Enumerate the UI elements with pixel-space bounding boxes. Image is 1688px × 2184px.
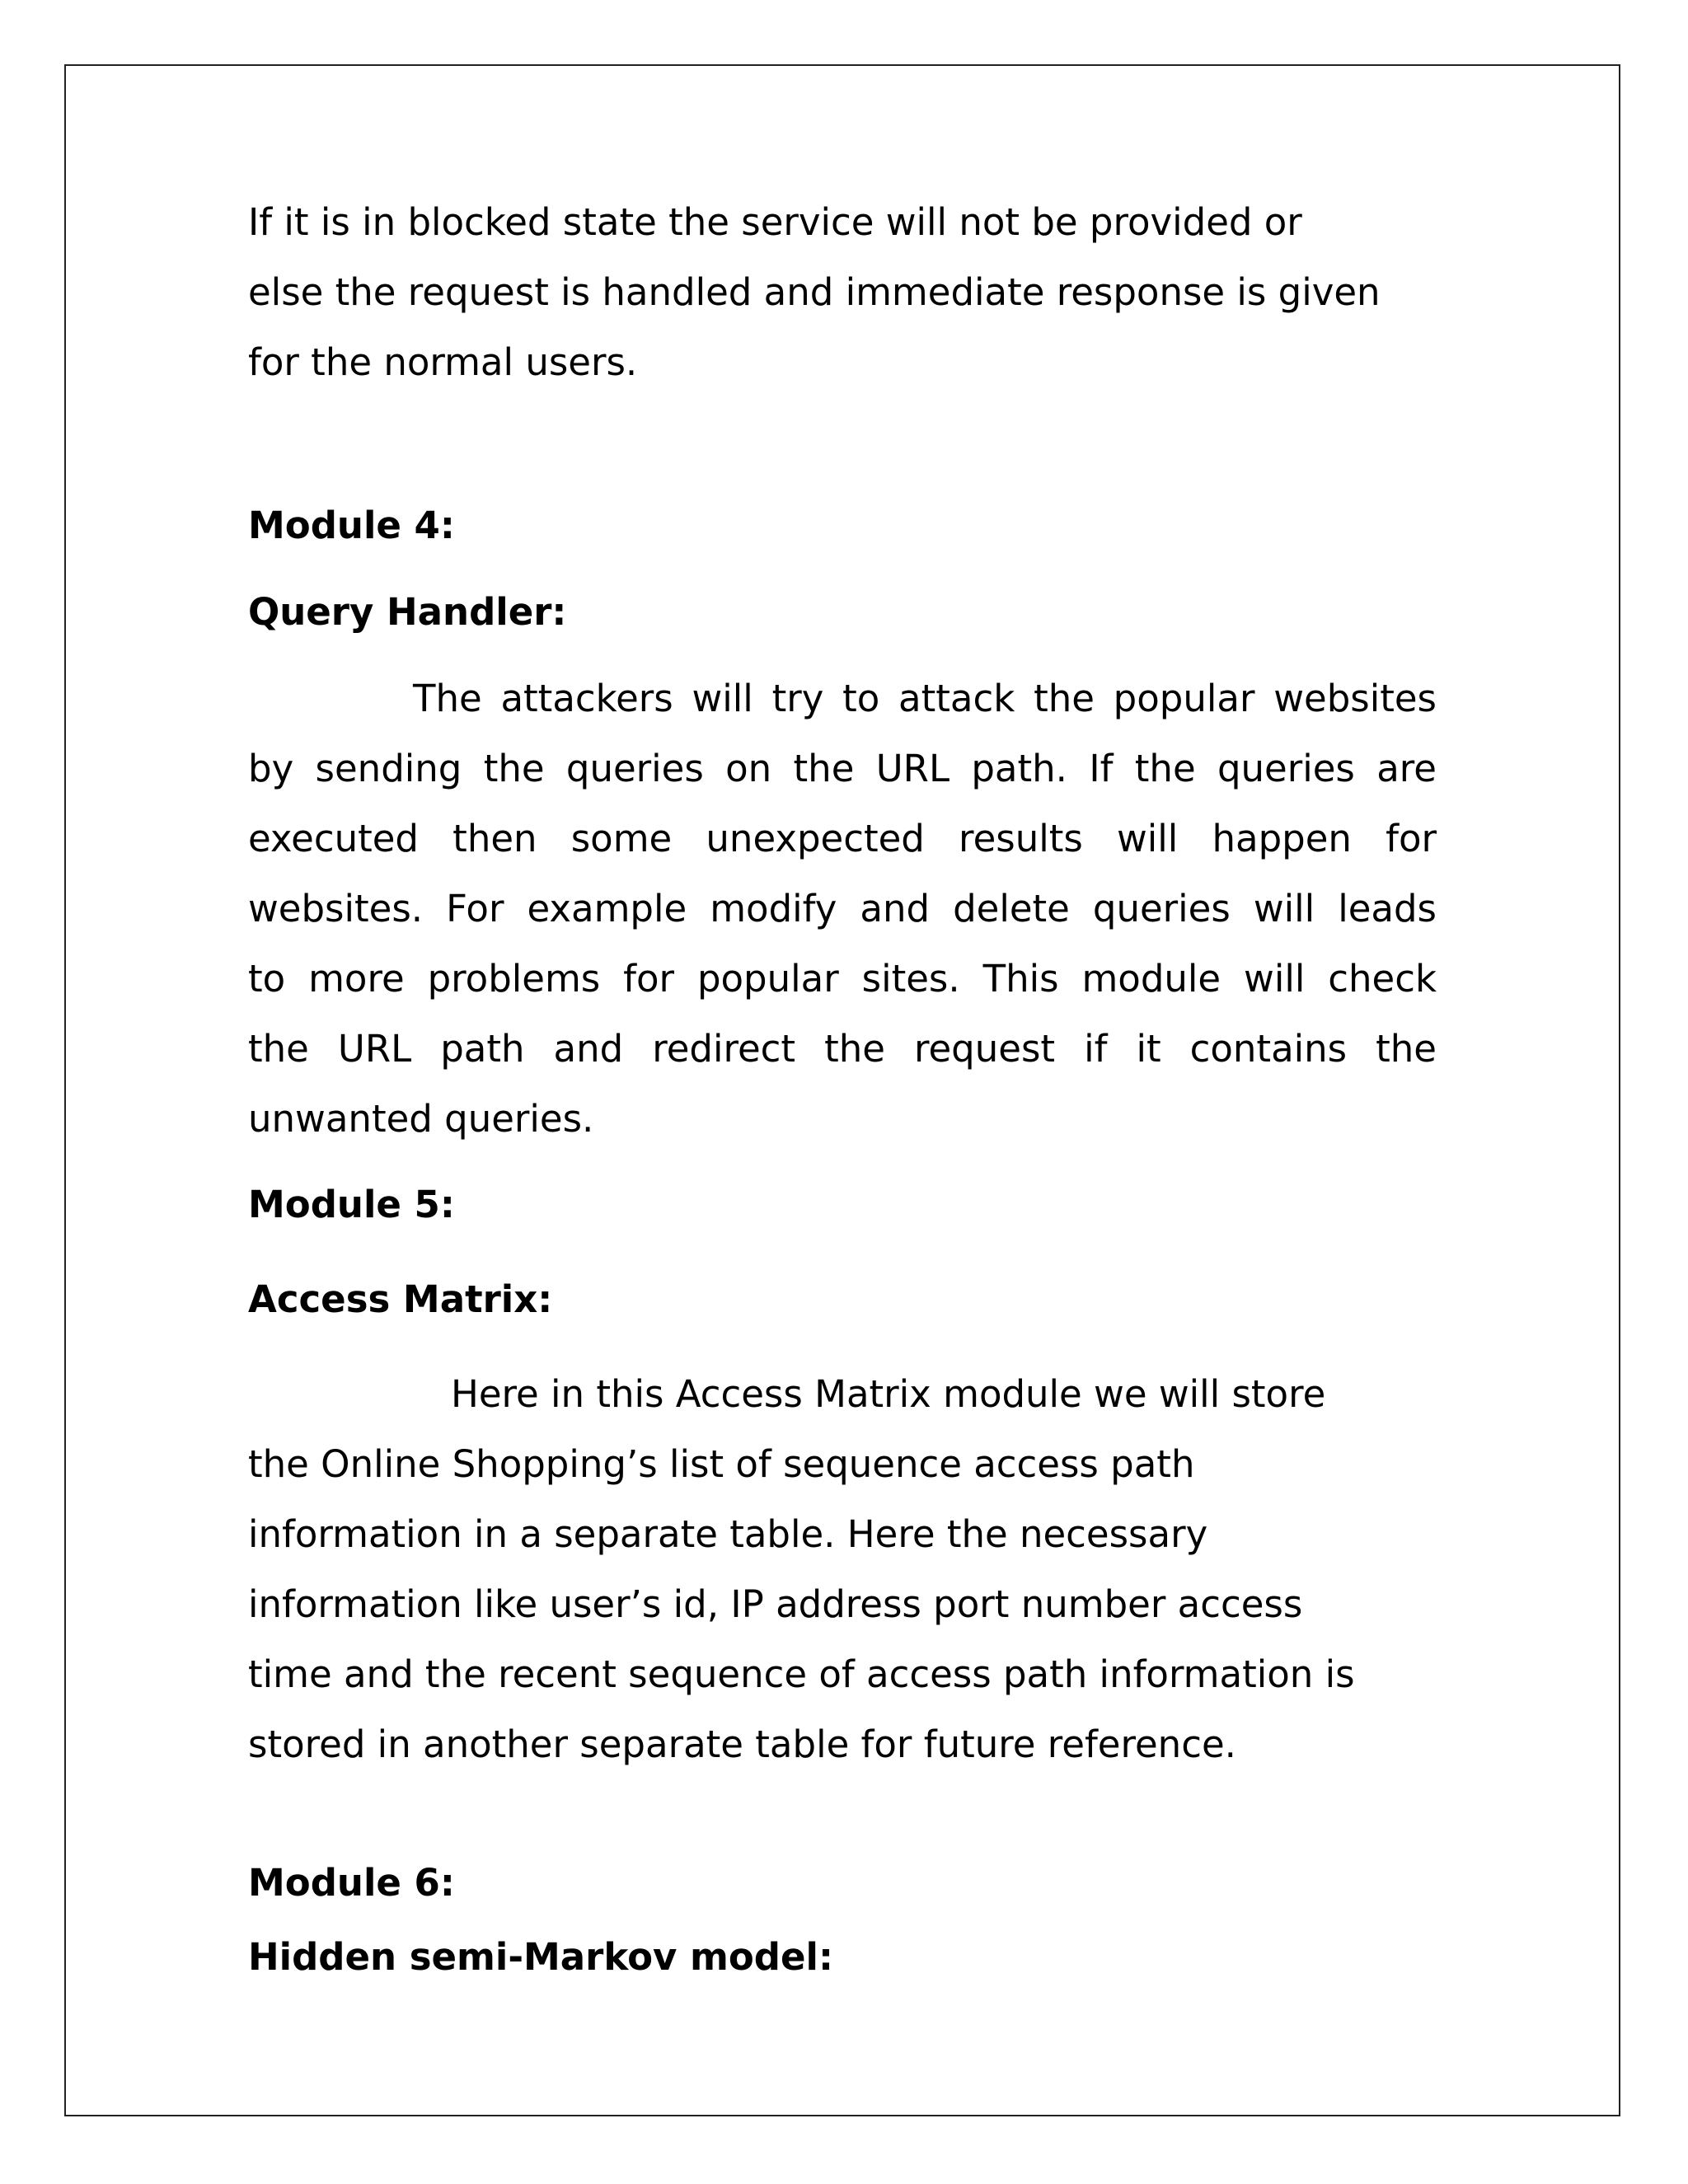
text-line: information in a separate table. Here the necessary <box>248 1512 1208 1556</box>
text-line: by sending the queries on the URL path. If the queries are <box>248 747 1437 790</box>
text-line: time and the recent sequence of access path information is <box>248 1652 1355 1696</box>
module-6-heading: Module 6: <box>248 1861 455 1905</box>
text-line: information like user’s id, IP address port number access <box>248 1582 1303 1626</box>
text-line: unwanted queries. <box>248 1097 594 1141</box>
hidden-semi-markov-heading: Hidden semi-Markov model: <box>248 1935 833 1979</box>
text-line: stored in another separate table for future reference. <box>248 1722 1236 1766</box>
text-line: for the normal users. <box>248 340 638 384</box>
text-line: the URL path and redirect the request if it contains the <box>248 1027 1437 1071</box>
text-line: to more problems for popular sites. This module will check <box>248 957 1437 1001</box>
text-line: else the request is handled and immediate response is given <box>248 270 1381 314</box>
text-line: the Online Shopping’s list of sequence access path <box>248 1442 1195 1486</box>
module-5-heading: Module 5: <box>248 1183 455 1226</box>
text-line: If it is in blocked state the service will not be provided or <box>248 200 1302 244</box>
access-matrix-heading: Access Matrix: <box>248 1277 553 1321</box>
text-line: The attackers will try to attack the popular websites <box>413 677 1437 720</box>
query-handler-heading: Query Handler: <box>248 590 567 634</box>
text-line: Here in this Access Matrix module we will store <box>451 1372 1326 1416</box>
text-line: websites. For example modify and delete queries will leads <box>248 887 1437 930</box>
module-4-heading: Module 4: <box>248 504 455 547</box>
text-line: executed then some unexpected results will happen for <box>248 817 1437 860</box>
